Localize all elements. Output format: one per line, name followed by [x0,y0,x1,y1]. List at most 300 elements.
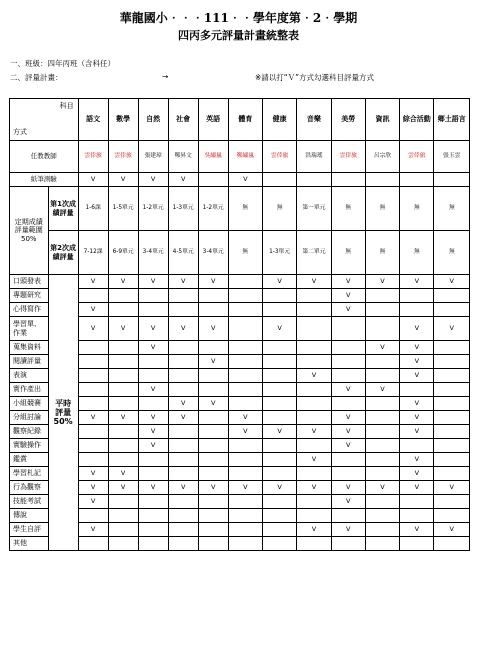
check-mark[interactable] [198,425,228,439]
check-mark[interactable] [138,467,168,481]
check-mark[interactable] [168,467,198,481]
check-mark[interactable] [262,411,296,425]
check-mark[interactable]: V [138,439,168,453]
check-mark[interactable] [228,467,262,481]
check-mark[interactable] [365,355,399,369]
method-label: 分組討論 [10,411,49,425]
check-mark[interactable] [434,509,470,523]
check-mark[interactable] [262,439,296,453]
check-mark[interactable] [138,397,168,411]
exam-range[interactable]: 1-5單元 [108,187,138,231]
check-mark[interactable] [138,303,168,317]
check-mark[interactable]: V [228,173,262,187]
check-mark[interactable] [138,495,168,509]
check-mark[interactable] [331,173,365,187]
check-mark[interactable]: V [331,289,365,303]
check-mark[interactable] [198,411,228,425]
check-mark[interactable] [138,537,168,551]
check-mark[interactable]: V [78,173,108,187]
teacher-name: 雲倖旅 [78,141,108,173]
method-label: 實驗操作 [10,439,49,453]
check-mark[interactable]: V [297,523,331,537]
check-mark[interactable]: V [297,481,331,495]
check-mark[interactable] [168,439,198,453]
check-mark[interactable] [434,495,470,509]
check-mark[interactable]: V [331,411,365,425]
check-mark[interactable]: V [108,275,138,289]
check-mark[interactable] [228,397,262,411]
check-mark[interactable]: V [434,481,470,495]
subject-header-row [10,99,470,141]
check-mark[interactable]: V [78,467,108,481]
check-mark[interactable]: V [331,495,365,509]
check-mark[interactable] [297,355,331,369]
check-mark[interactable]: V [400,453,434,467]
check-mark[interactable] [138,369,168,383]
check-mark[interactable] [108,439,138,453]
check-mark[interactable]: V [108,173,138,187]
check-mark[interactable] [262,355,296,369]
check-mark[interactable] [198,369,228,383]
check-mark[interactable] [331,317,365,341]
check-mark[interactable] [108,537,138,551]
check-mark[interactable]: V [198,397,228,411]
check-mark[interactable] [262,397,296,411]
check-mark[interactable] [78,397,108,411]
check-mark[interactable] [108,509,138,523]
exam-range[interactable]: 無 [400,187,434,231]
check-mark[interactable] [262,383,296,397]
teacher-name: 呂宗欣 [365,141,399,173]
check-mark[interactable] [168,425,198,439]
check-mark[interactable] [78,341,108,355]
check-mark[interactable] [434,289,470,303]
exam1-row [10,187,470,231]
check-mark[interactable] [228,537,262,551]
subject-header: 健康 [262,99,296,141]
check-mark[interactable] [297,383,331,397]
method-row [10,425,470,439]
exam-range[interactable]: 無 [331,231,365,275]
check-mark[interactable] [365,289,399,303]
check-mark[interactable] [365,369,399,383]
check-mark[interactable] [198,383,228,397]
check-mark[interactable] [365,425,399,439]
check-mark[interactable] [138,355,168,369]
check-mark[interactable]: V [262,275,296,289]
check-mark[interactable] [198,523,228,537]
check-mark[interactable]: V [297,369,331,383]
method-label: 其他 [10,537,49,551]
check-mark[interactable]: V [331,303,365,317]
exam-range[interactable]: 無 [434,231,470,275]
check-mark[interactable]: V [78,411,108,425]
check-mark[interactable] [198,439,228,453]
check-mark[interactable] [400,173,434,187]
teacher-name: 雲倖旅 [262,141,296,173]
check-mark[interactable]: V [400,355,434,369]
check-mark[interactable] [365,303,399,317]
check-mark[interactable] [297,173,331,187]
check-mark[interactable]: V [400,411,434,425]
check-mark[interactable] [78,355,108,369]
subject-header: 美勞 [331,99,365,141]
exam-range[interactable]: 1-3單元 [262,231,296,275]
check-mark[interactable] [400,303,434,317]
check-mark[interactable] [228,495,262,509]
check-mark[interactable] [78,369,108,383]
check-mark[interactable] [108,369,138,383]
check-mark[interactable] [434,341,470,355]
check-mark[interactable] [198,467,228,481]
check-mark[interactable]: V [108,411,138,425]
check-mark[interactable] [228,317,262,341]
teacher-name: 吳繡嵐 [198,141,228,173]
exam-range[interactable]: 無 [365,231,399,275]
check-mark[interactable] [228,369,262,383]
check-mark[interactable]: V [138,317,168,341]
exam-range[interactable]: 第一單元 [297,187,331,231]
check-mark[interactable] [262,173,296,187]
check-mark[interactable] [297,397,331,411]
check-mark[interactable] [108,453,138,467]
check-mark[interactable]: V [138,341,168,355]
check-mark[interactable]: V [138,481,168,495]
check-mark[interactable] [434,303,470,317]
check-mark[interactable] [168,355,198,369]
check-mark[interactable] [168,303,198,317]
check-mark[interactable] [138,453,168,467]
check-mark[interactable]: V [297,453,331,467]
check-mark[interactable] [262,303,296,317]
method-label: 口頭發表 [10,275,49,289]
check-mark[interactable]: V [168,173,198,187]
check-mark[interactable] [434,397,470,411]
check-mark[interactable]: V [434,523,470,537]
exam-range[interactable]: 第二單元 [297,231,331,275]
exam-range[interactable]: 4-5單元 [168,231,198,275]
check-mark[interactable]: V [138,275,168,289]
check-mark[interactable]: V [365,481,399,495]
method-row [10,439,470,453]
teacher-name: 鄭昇文 [168,141,198,173]
check-mark[interactable] [434,355,470,369]
check-mark[interactable] [262,537,296,551]
method-row [10,481,470,495]
check-mark[interactable] [168,383,198,397]
exam-range[interactable]: 1-2單元 [198,187,228,231]
check-mark[interactable]: V [400,523,434,537]
check-mark[interactable] [168,523,198,537]
check-mark[interactable]: V [138,383,168,397]
check-mark[interactable] [365,411,399,425]
check-mark[interactable]: V [331,425,365,439]
check-mark[interactable] [198,495,228,509]
check-mark[interactable]: V [78,523,108,537]
check-mark[interactable]: V [331,275,365,289]
check-mark[interactable]: V [138,411,168,425]
check-mark[interactable] [297,411,331,425]
exam-range[interactable]: 無 [365,187,399,231]
teacher-name: 雲倖旅 [108,141,138,173]
check-mark[interactable] [434,453,470,467]
instruction-note: ※請以打“Ｖ”方式勾選科目評量方式 [255,73,375,82]
check-mark[interactable] [198,341,228,355]
exam-range[interactable]: 無 [228,231,262,275]
check-mark[interactable] [138,523,168,537]
check-mark[interactable]: V [400,467,434,481]
check-mark[interactable] [365,537,399,551]
check-mark[interactable]: V [365,275,399,289]
exam-range[interactable]: 1-6課 [78,187,108,231]
check-mark[interactable]: V [262,317,296,341]
check-mark[interactable] [434,537,470,551]
check-mark[interactable]: V [331,523,365,537]
check-mark[interactable] [434,173,470,187]
check-mark[interactable] [108,397,138,411]
check-mark[interactable] [331,397,365,411]
check-mark[interactable] [262,523,296,537]
check-mark[interactable] [168,289,198,303]
check-mark[interactable] [228,383,262,397]
check-mark[interactable] [365,453,399,467]
check-mark[interactable] [78,509,108,523]
exam-range[interactable]: 1-2單元 [138,187,168,231]
check-mark[interactable] [108,523,138,537]
exam-range[interactable]: 無 [434,187,470,231]
exam-range[interactable]: 無 [400,231,434,275]
check-mark[interactable] [228,289,262,303]
check-mark[interactable]: V [168,317,198,341]
check-mark[interactable] [365,523,399,537]
check-mark[interactable] [228,341,262,355]
check-mark[interactable] [331,537,365,551]
check-mark[interactable]: V [198,317,228,341]
check-mark[interactable]: V [262,425,296,439]
check-mark[interactable] [400,495,434,509]
check-mark[interactable] [400,439,434,453]
check-mark[interactable]: V [228,425,262,439]
check-mark[interactable] [228,355,262,369]
check-mark[interactable]: V [168,411,198,425]
check-mark[interactable] [297,495,331,509]
check-mark[interactable] [198,303,228,317]
check-mark[interactable] [434,383,470,397]
check-mark[interactable] [297,467,331,481]
check-mark[interactable] [365,317,399,341]
check-mark[interactable]: V [331,481,365,495]
check-mark[interactable] [262,341,296,355]
check-mark[interactable] [78,425,108,439]
check-mark[interactable]: V [365,383,399,397]
teacher-name: 洪瑞瑤 [297,141,331,173]
teacher-name: 張玉雲 [434,141,470,173]
check-mark[interactable]: V [108,481,138,495]
subject-header: 鄉土語言 [434,99,470,141]
check-mark[interactable] [108,303,138,317]
method-label: 實作產出 [10,383,49,397]
check-mark[interactable] [331,509,365,523]
check-mark[interactable]: V [400,341,434,355]
check-mark[interactable] [434,425,470,439]
check-mark[interactable] [262,509,296,523]
check-mark[interactable] [262,289,296,303]
check-mark[interactable]: V [108,467,138,481]
check-mark[interactable] [434,467,470,481]
check-mark[interactable]: V [78,495,108,509]
check-mark[interactable]: V [434,317,470,341]
check-mark[interactable] [434,411,470,425]
check-mark[interactable]: V [400,317,434,341]
check-mark[interactable]: V [331,439,365,453]
check-mark[interactable] [198,509,228,523]
check-mark[interactable]: V [198,275,228,289]
check-mark[interactable]: V [297,425,331,439]
check-mark[interactable]: V [168,275,198,289]
check-mark[interactable] [168,341,198,355]
check-mark[interactable] [198,537,228,551]
check-mark[interactable] [297,289,331,303]
check-mark[interactable]: V [400,369,434,383]
subject-header: 英語 [198,99,228,141]
document-subtitle: 四丙多元評量計畫統整表 [178,29,299,42]
check-mark[interactable] [108,495,138,509]
check-mark[interactable] [168,453,198,467]
check-mark[interactable]: V [198,355,228,369]
check-mark[interactable]: V [78,481,108,495]
check-mark[interactable] [365,467,399,481]
method-row [10,303,470,317]
usual-assessment-label: 平時評量50% [48,275,78,551]
check-mark[interactable]: V [400,275,434,289]
check-mark[interactable] [108,289,138,303]
check-mark[interactable] [434,439,470,453]
check-mark[interactable] [400,289,434,303]
check-mark[interactable] [228,303,262,317]
check-mark[interactable] [108,341,138,355]
check-mark[interactable]: V [262,481,296,495]
exam-range[interactable]: 1-3單元 [168,187,198,231]
method-rows [10,275,470,551]
method-label: 行為觀察 [10,481,49,495]
check-mark[interactable] [262,467,296,481]
check-mark[interactable] [262,453,296,467]
check-mark[interactable]: V [297,275,331,289]
check-mark[interactable] [262,369,296,383]
check-mark[interactable] [400,509,434,523]
check-mark[interactable] [365,173,399,187]
check-mark[interactable] [400,383,434,397]
check-mark[interactable] [108,425,138,439]
check-mark[interactable] [198,173,228,187]
check-mark[interactable] [297,303,331,317]
check-mark[interactable] [168,495,198,509]
check-mark[interactable] [228,439,262,453]
method-row [10,397,470,411]
check-mark[interactable] [78,439,108,453]
check-mark[interactable] [228,453,262,467]
check-mark[interactable] [297,509,331,523]
check-mark[interactable] [297,341,331,355]
check-mark[interactable] [228,509,262,523]
check-mark[interactable]: V [78,317,108,341]
check-mark[interactable] [365,439,399,453]
check-mark[interactable] [138,289,168,303]
check-mark[interactable] [198,289,228,303]
exam-range[interactable]: 無 [228,187,262,231]
check-mark[interactable] [78,537,108,551]
check-mark[interactable]: V [400,425,434,439]
method-row [10,383,470,397]
check-mark[interactable]: V [400,481,434,495]
check-mark[interactable]: V [228,481,262,495]
method-label: 學生自評 [10,523,49,537]
method-row [10,275,470,289]
check-mark[interactable] [365,495,399,509]
check-mark[interactable]: V [331,383,365,397]
teacher-name: 雲倖旅 [400,141,434,173]
check-mark[interactable] [297,439,331,453]
exam-range[interactable]: 6-9單元 [108,231,138,275]
exam-range[interactable]: 無 [262,187,296,231]
check-mark[interactable] [331,467,365,481]
check-mark[interactable]: V [168,397,198,411]
check-mark[interactable] [331,355,365,369]
check-mark[interactable] [297,317,331,341]
check-mark[interactable] [78,289,108,303]
check-mark[interactable] [108,383,138,397]
exam-range[interactable]: 7-12課 [78,231,108,275]
teacher-name: 雲倖旅 [331,141,365,173]
check-mark[interactable] [434,369,470,383]
check-mark[interactable]: V [365,341,399,355]
check-mark[interactable] [168,537,198,551]
check-mark[interactable] [331,341,365,355]
check-mark[interactable] [365,397,399,411]
check-mark[interactable] [168,509,198,523]
method-row [10,453,470,467]
check-mark[interactable] [198,453,228,467]
check-mark[interactable] [331,453,365,467]
check-mark[interactable] [297,537,331,551]
exam-range[interactable]: 3-4單元 [198,231,228,275]
check-mark[interactable] [228,523,262,537]
check-mark[interactable] [78,453,108,467]
check-mark[interactable] [78,383,108,397]
check-mark[interactable] [108,355,138,369]
check-mark[interactable]: V [78,303,108,317]
check-mark[interactable]: V [138,173,168,187]
check-mark[interactable]: V [138,425,168,439]
check-mark[interactable]: V [400,397,434,411]
check-mark[interactable]: V [198,481,228,495]
check-mark[interactable] [138,509,168,523]
regular-assessment-label: 定期成績評量範圍50% [10,187,49,275]
check-mark[interactable]: V [78,275,108,289]
check-mark[interactable] [400,537,434,551]
exam-range[interactable]: 3-4單元 [138,231,168,275]
check-mark[interactable] [365,509,399,523]
check-mark[interactable]: V [108,317,138,341]
check-mark[interactable]: V [434,275,470,289]
check-mark[interactable] [168,369,198,383]
check-mark[interactable] [228,275,262,289]
exam-range[interactable]: 無 [331,187,365,231]
check-mark[interactable] [331,369,365,383]
check-mark[interactable] [262,495,296,509]
check-mark[interactable]: V [168,481,198,495]
check-mark[interactable]: V [228,411,262,425]
